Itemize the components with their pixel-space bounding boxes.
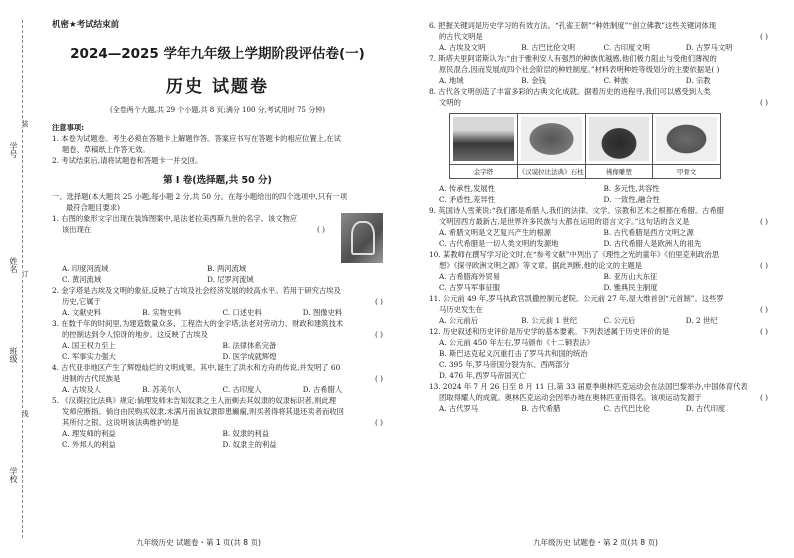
q12-stem: 12. 历史叙述和历史评价是历史学的基本要素。下列表述属于历史评价的是 bbox=[429, 327, 670, 336]
q12-option-c[interactable]: C. 395 年,罗马帝国分裂为东、西两部分 bbox=[439, 360, 570, 369]
margin-label-class: 班级 bbox=[9, 347, 18, 363]
part-instructions-cont: 最符合题目要求) bbox=[66, 203, 120, 212]
question-7 bbox=[429, 53, 768, 86]
q11-stem: 11. 公元前 49 年,罗马执政官凯撒控制元老院。公元前 27 年,屋大维首创“元首制”。这些罗 bbox=[429, 294, 724, 303]
q10-option-a[interactable]: A. 古希腊海外贸易 bbox=[439, 272, 500, 281]
q5-option-a[interactable]: A. 理发师的利益 bbox=[62, 429, 116, 438]
q13-option-b[interactable]: B. 古代希腊 bbox=[521, 404, 561, 413]
q7-option-a[interactable]: A. 地域 bbox=[439, 76, 464, 85]
q8-image-label: 金字塔 bbox=[450, 164, 517, 178]
q11-option-d[interactable]: D. 2 世纪 bbox=[685, 316, 718, 325]
page-1-footer: 九年级历史 试题卷・第 1 页(共 8 页) bbox=[136, 538, 261, 547]
q11-answer-paren: ( ) bbox=[759, 305, 768, 314]
q11-stem-cont: 马历史发生在 bbox=[439, 305, 483, 314]
margin-tick-line: 线 bbox=[21, 410, 29, 417]
q8-stem: 8. 古代各文明创造了丰富多彩的古典文化成就。据着历史的进程寻,我们可以感受到人类 bbox=[429, 87, 711, 96]
exam-subject: 历史 试题卷 bbox=[166, 77, 269, 97]
q13-option-d[interactable]: D. 古代印度 bbox=[685, 404, 726, 413]
exam-note: (全卷两个大题,共 29 个小题,共 8 页;满分 100 分,考试用时 75 分钟) bbox=[110, 106, 325, 114]
q8-image-label: 佛像雕塑 bbox=[586, 164, 653, 178]
q2-option-c[interactable]: C. 口述史料 bbox=[222, 308, 262, 317]
pyramid-sphinx-image bbox=[453, 117, 514, 161]
q9-option-c[interactable]: C. 古代希腊是一切人类文明的发源地 bbox=[439, 239, 559, 248]
q4-option-a[interactable]: A. 古埃及人 bbox=[62, 385, 102, 394]
q5-option-b[interactable]: B. 奴隶的利益 bbox=[222, 429, 269, 438]
q6-stem-cont: 的古代文明是 bbox=[439, 32, 483, 41]
question-5 bbox=[52, 395, 383, 450]
section-heading: 第 Ⅰ 卷(选择题,共 50 分) bbox=[163, 175, 272, 186]
q8-image-cell bbox=[450, 114, 518, 178]
q6-option-d[interactable]: D. 古罗马文明 bbox=[685, 43, 733, 52]
q7-stem: 7. 斯塔夫里阿诺斯认为:“由于雅利安人有强烈的种族优越感,他们极力阻止与受他们薄视的 bbox=[429, 54, 717, 63]
notice-1: 1. 本卷为试题卷。考生必须在答题卡上解题作答。答案应书写在答题卡的相应位置上,在试 bbox=[52, 134, 341, 143]
q8-image-cell bbox=[586, 114, 654, 178]
margin-tick-staple: 订 bbox=[21, 270, 29, 277]
q3-answer-paren: ( ) bbox=[374, 330, 383, 339]
q9-option-a[interactable]: A. 希腊文明是文艺复兴产生的根源 bbox=[439, 228, 552, 237]
q1-stem-cont: 该出现在 bbox=[62, 225, 92, 234]
q4-option-b[interactable]: B. 苏美尔人 bbox=[142, 385, 182, 394]
q5-stem-cont: 发师应断指。倘自由民购买奴隶,未满月而该奴隶即患癫痫,则买者得将其退还卖者而收回 bbox=[62, 407, 344, 416]
q8-image-label: 《汉谟拉比法典》石柱 bbox=[518, 164, 585, 178]
q7-option-c[interactable]: C. 种族 bbox=[603, 76, 629, 85]
question-6 bbox=[429, 20, 768, 53]
margin-label-school: 学校 bbox=[9, 467, 18, 483]
q2-option-a[interactable]: A. 文献史料 bbox=[62, 308, 102, 317]
q9-option-b[interactable]: B. 古代希腊是西方文明之源 bbox=[603, 228, 694, 237]
q5-option-c[interactable]: C. 外邦人的利益 bbox=[62, 440, 116, 449]
q9-option-d[interactable]: D. 古代希腊人是欧洲人的祖先 bbox=[603, 239, 702, 248]
q2-option-d[interactable]: D. 图像史料 bbox=[302, 308, 343, 317]
notice-2: 2. 考试结束后,请将试题卷和答题卡一并交回。 bbox=[52, 156, 203, 165]
q9-stem-cont: 文明因西方最新古,是世界许多民族与大都在运用的语言文字。”这句话的含义是 bbox=[439, 217, 690, 226]
q10-option-c[interactable]: C. 古罗马军事征服 bbox=[439, 283, 501, 292]
q8-image-cell bbox=[653, 114, 720, 178]
q13-stem: 13. 2024 年 7 月 26 日至 8 月 11 日,第 33 届夏季奥林匹克运动会在法国巴黎举办,中国体育代表 bbox=[429, 382, 748, 391]
q3-option-b[interactable]: B. 法律体系完备 bbox=[222, 341, 277, 350]
q4-stem-cont: 进制的古代民族是 bbox=[62, 374, 121, 383]
q2-stem-cont: 历史,它属于 bbox=[62, 297, 101, 306]
q8-image-cell bbox=[518, 114, 586, 178]
q1-option-c[interactable]: C. 黄河流域 bbox=[62, 275, 102, 284]
part-instructions: 一、选择题(本大题共 25 小题,每小题 2 分,共 50 分。在每小题给出的四个选项中,只有一项 bbox=[52, 192, 348, 201]
q12-answer-paren: ( ) bbox=[759, 327, 768, 336]
notice-1-cont: 题卷、草稿纸上作答无效。 bbox=[62, 145, 150, 154]
exam-title: 2024—2025 学年九年级上学期阶段评估卷(一) bbox=[70, 46, 365, 62]
code-stele-image bbox=[521, 117, 582, 161]
q1-option-d[interactable]: D. 尼罗河流域 bbox=[207, 275, 254, 284]
q7-option-d[interactable]: D. 宗教 bbox=[685, 76, 711, 85]
q13-option-c[interactable]: C. 古代巴比伦 bbox=[603, 404, 650, 413]
question-10 bbox=[429, 249, 768, 293]
q8-option-b[interactable]: B. 多元性,共容性 bbox=[603, 184, 660, 193]
q13-option-a[interactable]: A. 古代罗马 bbox=[439, 404, 479, 413]
q4-stem: 4. 古代亚非地区产生了辉煌灿烂的文明成果。其中,诞生了洪水和方舟的传说,并发明了 60 bbox=[52, 363, 341, 372]
oracle-bone-image bbox=[656, 117, 717, 161]
q8-option-a[interactable]: A. 传承性,发展性 bbox=[439, 184, 496, 193]
q1-answer-paren: ( ) bbox=[316, 225, 325, 234]
question-1 bbox=[52, 213, 383, 285]
page-1-content bbox=[52, 18, 383, 450]
q3-stem-cont: 的控制达到令人惊讶的地步。这反映了古埃及 bbox=[62, 330, 208, 339]
question-2 bbox=[52, 285, 383, 318]
q10-option-b[interactable]: B. 亚历山大东征 bbox=[603, 272, 658, 281]
buddha-statue-image bbox=[589, 117, 650, 161]
q9-answer-paren: ( ) bbox=[759, 217, 768, 226]
question-12 bbox=[429, 326, 768, 381]
q7-stem-cont: 原民混合,因而发展成四个社会阶层的种姓制度。”材料表明种姓等级划分的主要依据是( ) bbox=[439, 65, 720, 74]
question-8 bbox=[429, 86, 768, 205]
q9-stem: 9. 英国诗人雪莱说:“我们都是希腊人,我们的法律、文学、宗教和艺术之根都在希腊。古希腊 bbox=[429, 206, 725, 215]
q13-stem-cont: 团取得耀人的成就。奥林匹克运动会因举办地在奥林匹亚而得名。该项运动发源于 bbox=[439, 393, 702, 402]
q4-option-d[interactable]: D. 古希腊人 bbox=[302, 385, 343, 394]
q6-option-b[interactable]: B. 古巴比伦文明 bbox=[521, 43, 576, 52]
q3-stem: 3. 在数千年的时间里,为建造数量众多、工程浩大的金字塔,法老对劳动力、财政和建筑技术 bbox=[52, 319, 344, 328]
q12-option-a[interactable]: A. 公元前 450 年左右,罗马颁布《十二铜表法》 bbox=[439, 338, 594, 347]
q8-stem-cont: 文明的 bbox=[439, 98, 461, 107]
binding-margin bbox=[0, 0, 40, 558]
notice-heading: 注意事项: bbox=[52, 123, 85, 132]
q8-answer-paren: ( ) bbox=[759, 98, 768, 107]
question-4 bbox=[52, 362, 383, 395]
q13-answer-paren: ( ) bbox=[759, 393, 768, 402]
q6-option-a[interactable]: A. 古埃及文明 bbox=[439, 43, 486, 52]
margin-label-student-id: 学号 bbox=[9, 142, 18, 158]
binding-line bbox=[22, 20, 23, 538]
q5-answer-paren: ( ) bbox=[374, 418, 383, 427]
q10-answer-paren: ( ) bbox=[759, 261, 768, 270]
q2-stem: 2. 金字塔是古埃及文明的象征,反映了古埃及社会经济发展的较高水平。若用于研究古埃及 bbox=[52, 286, 341, 295]
q4-option-c[interactable]: C. 古印度人 bbox=[222, 385, 262, 394]
q4-answer-paren: ( ) bbox=[374, 374, 383, 383]
question-11 bbox=[429, 293, 768, 326]
q10-option-d[interactable]: D. 雅典民主制度 bbox=[603, 283, 658, 292]
q11-option-b[interactable]: B. 公元前 1 世纪 bbox=[521, 316, 578, 325]
q3-option-d[interactable]: D. 医学成就辉煌 bbox=[222, 352, 277, 361]
page-2-footer: 九年级历史 试题卷・第 2 页(共 8 页) bbox=[533, 538, 658, 547]
q8-option-c[interactable]: C. 矛盾性,差异性 bbox=[439, 195, 496, 204]
q6-option-c[interactable]: C. 古印度文明 bbox=[603, 43, 650, 52]
q10-stem-cont: 想》《探寻欧洲文明之源》等文章。据此判断,他的论文的主题是 bbox=[439, 261, 642, 270]
q6-answer-paren: ( ) bbox=[759, 32, 768, 41]
margin-tick-bind: 装 bbox=[21, 120, 29, 127]
question-9 bbox=[429, 205, 768, 249]
q12-option-b[interactable]: B. 斯巴达克起义沉重打击了罗马共和国的统治 bbox=[439, 349, 588, 358]
q1-option-a[interactable]: A. 印度河流域 bbox=[62, 264, 109, 273]
question-3 bbox=[52, 318, 383, 362]
secret-label: 机密★考试结束前 bbox=[52, 20, 120, 30]
page-2-content bbox=[429, 20, 768, 414]
q5-option-d[interactable]: D. 奴隶主的利益 bbox=[222, 440, 277, 449]
q1-stem: 1. 右图的象形文字出现在装饰图案中,是法老拉美西斯九世的名字。该文物应 bbox=[52, 214, 298, 223]
q11-option-c[interactable]: C. 公元后 bbox=[603, 316, 636, 325]
hieroglyph-image bbox=[341, 213, 383, 263]
q3-option-c[interactable]: C. 军事实力强大 bbox=[62, 352, 116, 361]
q3-option-a[interactable]: A. 国王权力至上 bbox=[62, 341, 116, 350]
margin-label-name: 姓名 bbox=[9, 257, 18, 273]
q11-option-a[interactable]: A. 公元前后 bbox=[439, 316, 479, 325]
q5-stem: 5. 《汉谟拉比法典》规定:倘理发师未告知奴隶之主人而剃去其奴隶的奴隶标识者,则此理 bbox=[52, 396, 337, 405]
q1-option-b[interactable]: B. 两河流域 bbox=[207, 264, 247, 273]
question-13 bbox=[429, 381, 768, 414]
page-2 bbox=[397, 0, 794, 558]
q2-option-b[interactable]: B. 实物史料 bbox=[142, 308, 182, 317]
q6-stem: 6. 把握关键词是历史学习的有效方法。“孔雀王朝”“种姓制度”“创立佛教”这些关键词体现 bbox=[429, 21, 717, 30]
q7-option-b[interactable]: B. 金钱 bbox=[521, 76, 546, 85]
q8-image-label: 甲骨文 bbox=[653, 164, 720, 178]
q5-stem-cont2: 其所付之银。这说明该法典维护的是 bbox=[62, 418, 179, 427]
q10-stem: 10. 某教师在撰写学习论文时,在“参考文献”中列出了《理性之光的童年》《伯里克利政治思 bbox=[429, 250, 720, 259]
q2-answer-paren: ( ) bbox=[374, 297, 383, 306]
q8-image-table bbox=[449, 113, 721, 179]
q12-option-d[interactable]: D. 476 年,西罗马帝国灭亡 bbox=[439, 371, 527, 380]
q8-option-d[interactable]: D. 一致性,融合性 bbox=[603, 195, 660, 204]
